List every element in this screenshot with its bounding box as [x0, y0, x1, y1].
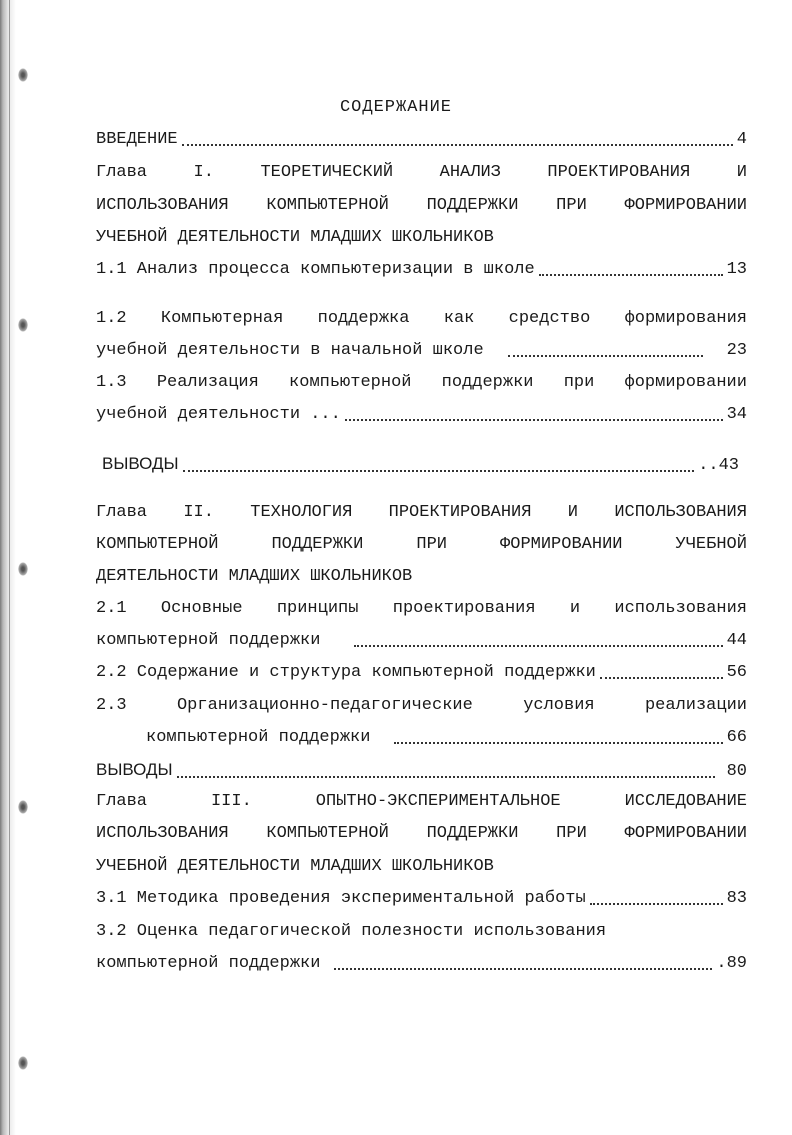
toc-title: СОДЕРЖАНИЕ — [339, 98, 453, 117]
chapter-1-heading-line: УЧЕБНОЙ ДЕЯТЕЛЬНОСТИ МЛАДШИХ ШКОЛЬНИКОВ — [96, 228, 494, 247]
chapter-2-heading-line — [96, 534, 747, 556]
toc-entry-introduction — [96, 129, 747, 151]
word: III. — [210, 792, 252, 811]
word: ПОДДЕРЖКИ — [426, 824, 519, 843]
word: Организационно-педагогические — [176, 696, 473, 715]
binding-line — [9, 0, 10, 1135]
chapter-2-heading-line: ДЕЯТЕЛЬНОСТИ МЛАДШИХ ШКОЛЬНИКОВ — [96, 567, 413, 586]
word: Реализация — [156, 373, 259, 392]
toc-entry-label: 2.2 Содержание и структура компьютерной поддержки — [96, 663, 596, 682]
word: ПРИ — [556, 196, 587, 215]
word: 2.3 — [96, 696, 127, 715]
leader-dots — [345, 419, 723, 421]
word: ИСПОЛЬЗОВАНИЯ — [614, 503, 747, 522]
leader-dots — [354, 645, 722, 647]
word: II. — [183, 503, 214, 522]
toc-entry-conclusions-1 — [102, 453, 739, 477]
leader-dots — [590, 903, 723, 905]
toc-entry-page: 44 — [726, 631, 747, 650]
toc-entry-1-2-line — [96, 308, 747, 330]
word: компьютерной — [289, 373, 412, 392]
toc-entry-label: компьютерной поддержки — [146, 728, 371, 747]
word: ПРИ — [416, 535, 447, 554]
toc-entry-1-1 — [96, 259, 747, 281]
toc-entry-label: компьютерной поддержки — [96, 954, 321, 973]
chapter-3-heading-line — [96, 791, 747, 813]
chapter-1-heading-line — [96, 162, 747, 184]
toc-entry-3-2-line: 3.2 Оценка педагогической полезности использования — [96, 922, 607, 941]
toc-entry-page: ..43 — [698, 456, 739, 475]
word: средство — [508, 309, 591, 328]
toc-entry-page: .89 — [716, 954, 747, 973]
word: ПРИ — [556, 824, 587, 843]
binding-hole-mark — [18, 1056, 28, 1070]
word: ИСПОЛЬЗОВАНИЯ — [96, 824, 229, 843]
leader-dots — [183, 470, 695, 472]
word: формировании — [624, 373, 747, 392]
toc-entry-label: учебной деятельности ... — [96, 405, 341, 424]
toc-entry-2-1 — [96, 630, 747, 652]
word: ПОДДЕРЖКИ — [426, 196, 519, 215]
toc-entry-page: 4 — [736, 130, 747, 149]
word: ФОРМИРОВАНИИ — [624, 824, 747, 843]
toc-entry-page: 80 — [726, 762, 747, 781]
word: реализации — [644, 696, 747, 715]
word: условия — [523, 696, 595, 715]
toc-entry-label: ВЫВОДЫ — [102, 454, 179, 473]
leader-dots — [334, 968, 712, 970]
binding-hole-mark — [18, 562, 28, 576]
word: Глава — [96, 163, 148, 182]
word: УЧЕБНОЙ — [675, 535, 747, 554]
word: ИСПОЛЬЗОВАНИЯ — [96, 196, 229, 215]
word: И — [736, 163, 747, 182]
word: КОМПЬЮТЕРНОЙ — [266, 196, 389, 215]
toc-entry-label: 1.1 Анализ процесса компьютеризации в школе — [96, 260, 535, 279]
toc-entry-3-2 — [96, 953, 747, 975]
chapter-1-heading-line — [96, 195, 747, 217]
word: при — [563, 373, 595, 392]
word: КОМПЬЮТЕРНОЙ — [266, 824, 389, 843]
toc-entry-label: компьютерной поддержки — [96, 631, 321, 650]
toc-entry-2-1-line — [96, 598, 747, 620]
toc-entry-label: учебной деятельности в начальной школе — [96, 341, 484, 360]
chapter-2-heading-line — [96, 502, 747, 524]
word: I. — [193, 163, 214, 182]
toc-entry-page: 56 — [726, 663, 747, 682]
chapter-3-heading-line — [96, 823, 747, 845]
leader-dots — [177, 776, 715, 778]
word: использования — [614, 599, 747, 618]
word: поддержки — [441, 373, 534, 392]
toc-entry-1-3-line — [96, 372, 747, 394]
toc-entry-page: 23 — [726, 341, 747, 360]
word: 1.2 — [96, 309, 127, 328]
word: АНАЛИЗ — [439, 163, 501, 182]
toc-entry-2-2 — [96, 662, 747, 684]
word: Основные — [160, 599, 243, 618]
word: КОМПЬЮТЕРНОЙ — [96, 535, 219, 554]
toc-entry-label: ВЫВОДЫ — [96, 760, 173, 779]
word: формирования — [624, 309, 747, 328]
word: ИССЛЕДОВАНИЕ — [624, 792, 747, 811]
toc-entry-page: 83 — [726, 889, 747, 908]
leader-dots — [182, 144, 733, 146]
word: и — [569, 599, 581, 618]
word: как — [443, 309, 475, 328]
word: ТЕХНОЛОГИЯ — [250, 503, 353, 522]
word: ПРОЕКТИРОВАНИЯ — [388, 503, 532, 522]
toc-entry-2-3 — [146, 727, 747, 749]
binding-hole-mark — [18, 318, 28, 332]
word: Компьютерная — [160, 309, 284, 328]
word: Глава — [96, 792, 148, 811]
word: ФОРМИРОВАНИИ — [624, 196, 747, 215]
page-binding-edge — [0, 0, 16, 1135]
word: И — [567, 503, 578, 522]
toc-entry-page: 13 — [726, 260, 747, 279]
toc-entry-page: 66 — [726, 728, 747, 747]
toc-entry-2-3-line — [96, 695, 747, 717]
word: принципы — [276, 599, 359, 618]
toc-entry-label: 3.1 Методика проведения экспериментальной работы — [96, 889, 586, 908]
word: ПОДДЕРЖКИ — [271, 535, 364, 554]
toc-entry-conclusions-2 — [96, 759, 747, 783]
leader-dots — [394, 742, 722, 744]
word: Глава — [96, 503, 148, 522]
toc-entry-1-3 — [96, 404, 747, 426]
word: ОПЫТНО-ЭКСПЕРИМЕНТАЛЬНОЕ — [315, 792, 561, 811]
word: проектирования — [392, 599, 536, 618]
leader-dots — [539, 274, 723, 276]
binding-hole-mark — [18, 68, 28, 82]
binding-hole-mark — [18, 800, 28, 814]
word: поддержка — [317, 309, 410, 328]
word: 1.3 — [96, 373, 127, 392]
word: ПРОЕКТИРОВАНИЯ — [547, 163, 691, 182]
word: ТЕОРЕТИЧЕСКИЙ — [260, 163, 394, 182]
leader-dots — [600, 677, 723, 679]
toc-entry-label: ВВЕДЕНИЕ — [96, 130, 178, 149]
toc-entry-3-1 — [96, 888, 747, 910]
word: ФОРМИРОВАНИИ — [500, 535, 623, 554]
toc-entry-page: 34 — [726, 405, 747, 424]
toc-entry-1-2 — [96, 340, 747, 362]
leader-dots — [508, 355, 703, 357]
chapter-3-heading-line: УЧЕБНОЙ ДЕЯТЕЛЬНОСТИ МЛАДШИХ ШКОЛЬНИКОВ — [96, 857, 494, 876]
word: 2.1 — [96, 599, 127, 618]
